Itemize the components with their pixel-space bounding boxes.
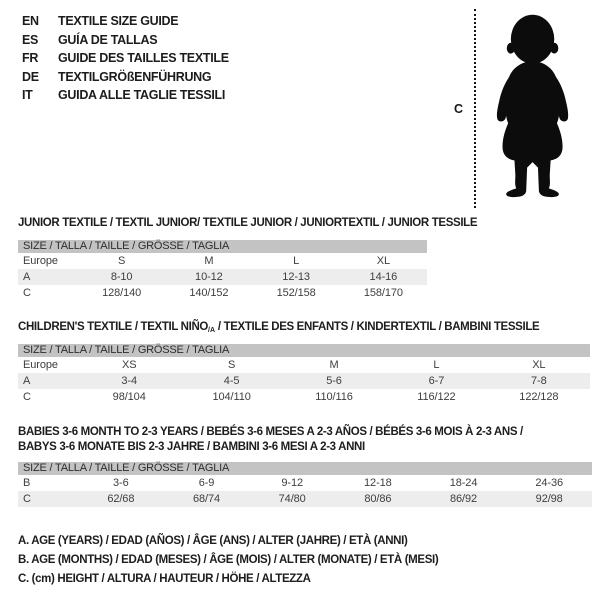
row-label: A	[23, 271, 31, 283]
note-height-cm: C. (cm) HEIGHT / ALTURA / HAUTEUR / HÖHE / ALTEZZA	[18, 573, 311, 586]
table-cell: 104/110	[212, 391, 251, 403]
table-cell: 4-5	[223, 375, 240, 387]
table-cell: XL	[376, 255, 390, 267]
row-label: C	[23, 493, 31, 505]
language-row-en	[22, 12, 229, 31]
baby-silhouette-icon	[481, 6, 585, 208]
table-cell: 122/128	[519, 391, 559, 403]
table-cell: 68/74	[192, 493, 221, 505]
language-code: DE	[22, 69, 39, 84]
size-header-band: SIZE / TALLA / TAILLE / GRÖSSE / TAGLIA	[18, 462, 592, 475]
junior-section-title: JUNIOR TEXTILE / TEXTIL JUNIOR/ TEXTILE JUNIOR / JUNIORTEXTIL / JUNIOR TESSILE	[18, 217, 478, 229]
legend-notes	[18, 532, 438, 590]
table-cell: XS	[121, 359, 137, 371]
table-cell: S	[118, 255, 126, 267]
language-code: IT	[22, 88, 33, 102]
table-cell: 7-8	[531, 375, 547, 387]
row-label: C	[23, 287, 31, 299]
row-label: B	[23, 477, 31, 489]
table-cell: XL	[532, 359, 546, 371]
table-row	[18, 285, 427, 301]
table-cell: 8-10	[110, 271, 133, 283]
babies-size-table	[18, 462, 592, 507]
table-cell: 98/104	[112, 391, 146, 403]
row-label: C	[23, 391, 31, 403]
language-code: EN	[22, 14, 39, 28]
table-cell: 74/80	[278, 493, 306, 505]
table-cell: 12-18	[364, 477, 392, 489]
language-title: GUÍA DE TALLAS	[58, 32, 158, 47]
table-cell: 116/122	[417, 391, 456, 403]
children-section-title	[18, 320, 539, 338]
note-age-months: B. AGE (MONTHS) / EDAD (MESES) / ÂGE (MOIS) / ALTER (MONATE) / ETÀ (MESI)	[18, 554, 439, 567]
row-label: Europe	[23, 255, 58, 267]
language-row-es	[22, 31, 229, 50]
table-cell: 80/86	[364, 493, 392, 505]
language-row-it	[22, 86, 229, 105]
language-title: TEXTILGRÖßENFÜHRUNG	[58, 69, 212, 84]
height-measure-label: C	[454, 102, 464, 116]
language-code: FR	[22, 51, 39, 65]
table-row	[18, 373, 590, 389]
table-row	[18, 269, 427, 285]
language-title: GUIDA ALLE TAGLIE TESSILI	[58, 88, 226, 102]
table-cell: 6-7	[428, 375, 445, 387]
table-cell: 128/140	[102, 287, 142, 299]
table-cell: M	[329, 359, 339, 371]
table-cell: 110/116	[315, 391, 353, 403]
size-header-band: SIZE / TALLA / TAILLE / GRÖSSE / TAGLIA	[18, 240, 427, 253]
table-cell: 5-6	[326, 375, 342, 387]
row-label: Europe	[23, 359, 58, 371]
table-cell: L	[293, 255, 300, 267]
language-row-fr	[22, 49, 229, 68]
language-code: ES	[22, 32, 39, 47]
note-age-years: A. AGE (YEARS) / EDAD (AÑOS) / ÂGE (ANS) / ALTER (JAHRE) / ETÀ (ANNI)	[18, 535, 408, 547]
table-cell: 12-13	[282, 271, 310, 283]
language-title: GUIDE DES TAILLES TEXTILE	[58, 51, 229, 65]
babies-title-line2: BABYS 3-6 MONATE BIS 2-3 JAHRE / BAMBINI 3-6 MESI A 2-3 ANNI	[18, 441, 365, 453]
table-cell: 10-12	[195, 271, 223, 283]
children-title-pre: CHILDREN'S TEXTILE / TEXTIL NIÑO	[18, 321, 209, 333]
table-cell: 3-6	[113, 477, 129, 489]
table-row	[18, 491, 592, 507]
babies-section-title	[18, 425, 523, 455]
table-cell: L	[433, 359, 440, 371]
children-title-subscript: /A	[208, 327, 216, 334]
language-title: TEXTILE SIZE GUIDE	[58, 14, 179, 28]
junior-size-table	[18, 240, 427, 301]
table-cell: 18-24	[449, 477, 478, 489]
table-cell: 158/170	[363, 287, 403, 299]
language-legend	[22, 12, 229, 105]
table-row	[18, 389, 590, 405]
table-cell: 3-4	[121, 375, 137, 387]
table-cell: 86/92	[450, 493, 478, 505]
table-row	[18, 475, 592, 491]
height-dotted-line	[474, 9, 476, 208]
table-cell: 9-12	[281, 477, 303, 489]
table-cell: S	[227, 359, 236, 371]
table-cell: 62/68	[107, 493, 135, 505]
table-cell: 14-16	[369, 271, 398, 283]
children-title-post: / TEXTILE DES ENFANTS / KINDERTEXTIL / BAMBINI TESSILE	[215, 321, 540, 333]
table-cell: 140/152	[189, 287, 229, 299]
table-cell: 152/158	[276, 287, 316, 299]
children-size-table	[18, 344, 590, 405]
language-row-de	[22, 68, 229, 87]
table-cell: 92/98	[535, 493, 563, 505]
table-cell: 24-36	[535, 477, 564, 489]
row-label: A	[23, 375, 31, 387]
babies-title-line1: BABIES 3-6 MONTH TO 2-3 YEARS / BEBÉS 3-6 MESES A 2-3 AÑOS / BÉBÉS 3-6 MOIS À 2-3 ANS /	[18, 426, 523, 438]
size-header-band: SIZE / TALLA / TAILLE / GRÖSSE / TAGLIA	[18, 344, 590, 357]
table-cell: 6-9	[198, 477, 215, 489]
table-row	[18, 357, 590, 373]
table-row	[18, 253, 427, 269]
table-cell: M	[204, 255, 214, 267]
